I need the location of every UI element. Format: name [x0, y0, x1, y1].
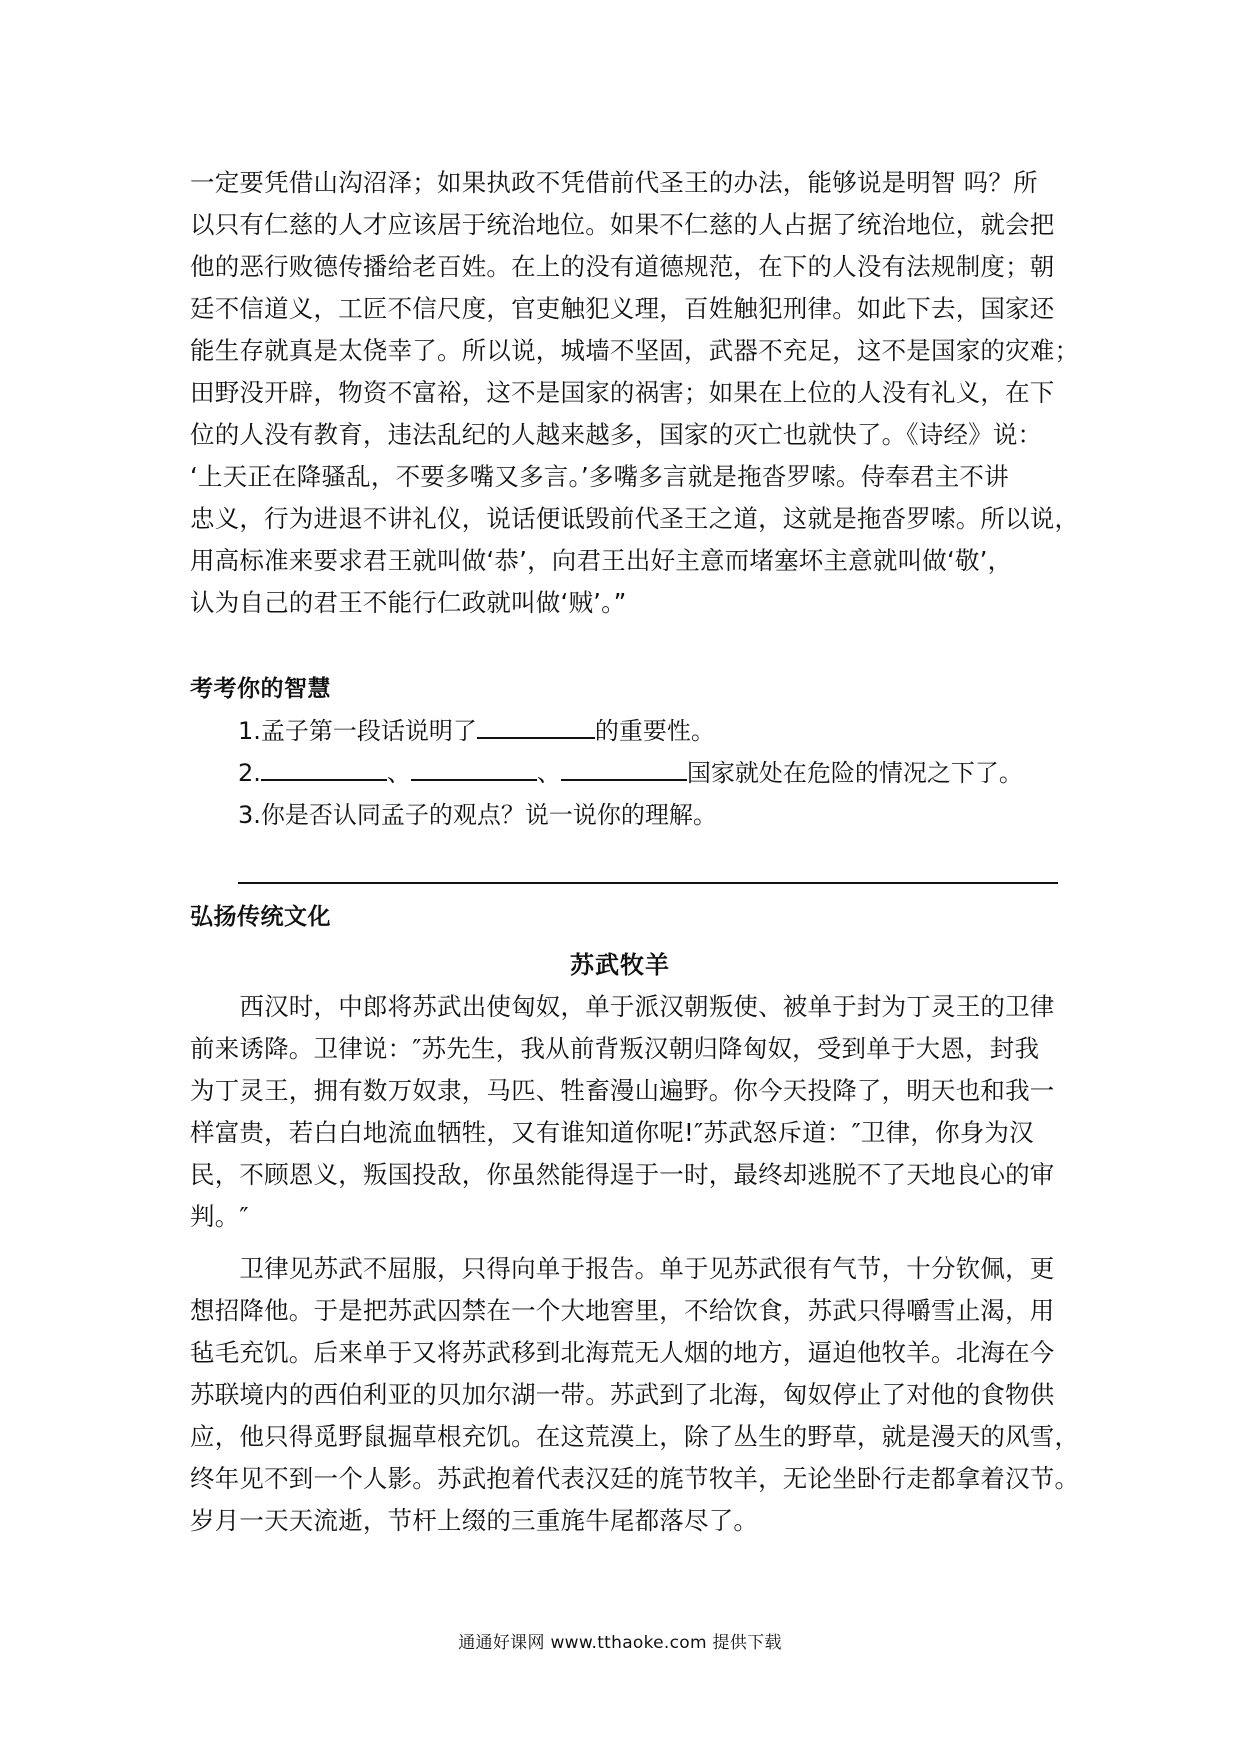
story-line: 样富贵，若白白地流血牺牲，又有谁知道你呢!″苏武怒斥道：″卫律，你身为汉 [190, 1118, 1034, 1147]
passage-line: 一定要凭借山沟沼泽；如果执政不凭借前代圣王的办法，能够说是明智 吗？所 [190, 168, 1038, 197]
story-line: 民，不顾恩义，叛国投敌，你虽然能得逞于一时，最终却逃脱不了天地良心的审 [190, 1160, 1055, 1189]
footer-text: 通通好课网 www.tthaoke.com 提供下载 [458, 1633, 782, 1653]
passage-mencius [190, 162, 1080, 624]
story-line: 西汉时，中郎将苏武出使匈奴，单于派汉朝叛使、被单于封为丁灵王的卫律 [190, 992, 1055, 1021]
answer-blank-2c[interactable] [561, 752, 687, 781]
story-title: 苏武牧羊 [570, 951, 670, 979]
question-2-prefix: 2. [238, 759, 261, 787]
story-line: 苏联境内的西伯利亚的贝加尔湖一带。苏武到了北海，匈奴停止了对他的食物供 [190, 1380, 1055, 1409]
answer-blank-1[interactable] [477, 710, 595, 739]
quiz-heading: 考考你的智慧 [190, 676, 331, 702]
answer-blank-2b[interactable] [411, 752, 537, 781]
question-2-separator: 、 [386, 759, 411, 787]
answer-line[interactable] [238, 882, 1058, 884]
passage-line: ‘上天正在降骚乱，不要多嘴又多言。’多嘴多言就是拖沓罗嗦。侍奉君主不讲 [190, 462, 1009, 491]
story-line: 想招降他。于是把苏武囚禁在一个大地窖里，不给饮食，苏武只得嚼雪止渴，用 [190, 1296, 1055, 1325]
passage-line: 认为自己的君王不能行仁政就叫做‘贼’。” [190, 588, 627, 617]
question-2-separator: 、 [536, 759, 561, 787]
story-line: 岁月一天天流逝，节杆上缀的三重旄牛尾都落尽了。 [190, 1506, 759, 1535]
passage-line: 位的人没有教育，违法乱纪的人越来越多，国家的灭亡也就快了。《诗经》说： [190, 420, 1043, 449]
story-line: 应，他只得觅野鼠掘草根充饥。在这荒漠上，除了丛生的野草，就是漫天的风雪， [190, 1422, 1080, 1451]
story-line: 毡毛充饥。后来单于又将苏武移到北海荒无人烟的地方，逼迫他牧羊。北海在今 [190, 1338, 1055, 1367]
story-line: 判。″ [190, 1202, 249, 1231]
culture-section [190, 896, 1060, 938]
question-2 [190, 752, 1060, 794]
story-line: 卫律见苏武不屈服，只得向单于报告。单于见苏武很有气节，十分钦佩，更 [190, 1254, 1055, 1283]
question-2-suffix: 国家就处在危险的情况之下了。 [686, 759, 1023, 787]
passage-line: 能生存就真是太侥幸了。所以说，城墙不坚固，武器不充足，这不是国家的灾难； [190, 336, 1080, 365]
passage-line: 以只有仁慈的人才应该居于统治地位。如果不仁慈的人占据了统治地位，就会把 [190, 210, 1055, 239]
story-line: 为丁灵王，拥有数万奴隶，马匹、牲畜漫山遍野。你今天投降了，明天也和我一 [190, 1076, 1055, 1105]
passage-line: 廷不信道义，工匠不信尺度，官吏触犯义理，百姓触犯刑律。如此下去，国家还 [190, 294, 1055, 323]
story-line: 前来诱降。卫律说：″苏先生，我从前背叛汉朝归降匈奴，受到单于大恩，封我 [190, 1034, 1040, 1063]
story-line: 终年见不到一个人影。苏武抱着代表汉廷的旄节牧羊，无论坐卧行走都拿着汉节。 [190, 1464, 1080, 1493]
passage-line: 田野没开辟，物资不富裕，这不是国家的祸害；如果在上位的人没有礼义，在下 [190, 378, 1055, 407]
quiz-section [190, 668, 1060, 836]
question-1-prefix: 1.孟子第一段话说明了 [238, 717, 477, 745]
story-body [190, 986, 1080, 1542]
question-1-suffix: 的重要性。 [594, 717, 715, 745]
question-1 [190, 710, 1060, 752]
answer-blank-2a[interactable] [261, 752, 387, 781]
culture-heading: 弘扬传统文化 [190, 904, 331, 930]
question-3: 3.你是否认同孟子的观点？说一说你的理解。 [238, 801, 717, 829]
passage-line: 忠义，行为进退不讲礼仪，说话便诋毁前代圣王之道，这就是拖沓罗嗦。所以说， [190, 504, 1080, 533]
passage-line: 他的恶行败德传播给老百姓。在上的没有道德规范，在下的人没有法规制度；朝 [190, 252, 1055, 281]
passage-line: 用高标准来要求君王就叫做‘恭’，向君王出好主意而堵塞坏主意就叫做‘敬’， [190, 546, 1013, 575]
